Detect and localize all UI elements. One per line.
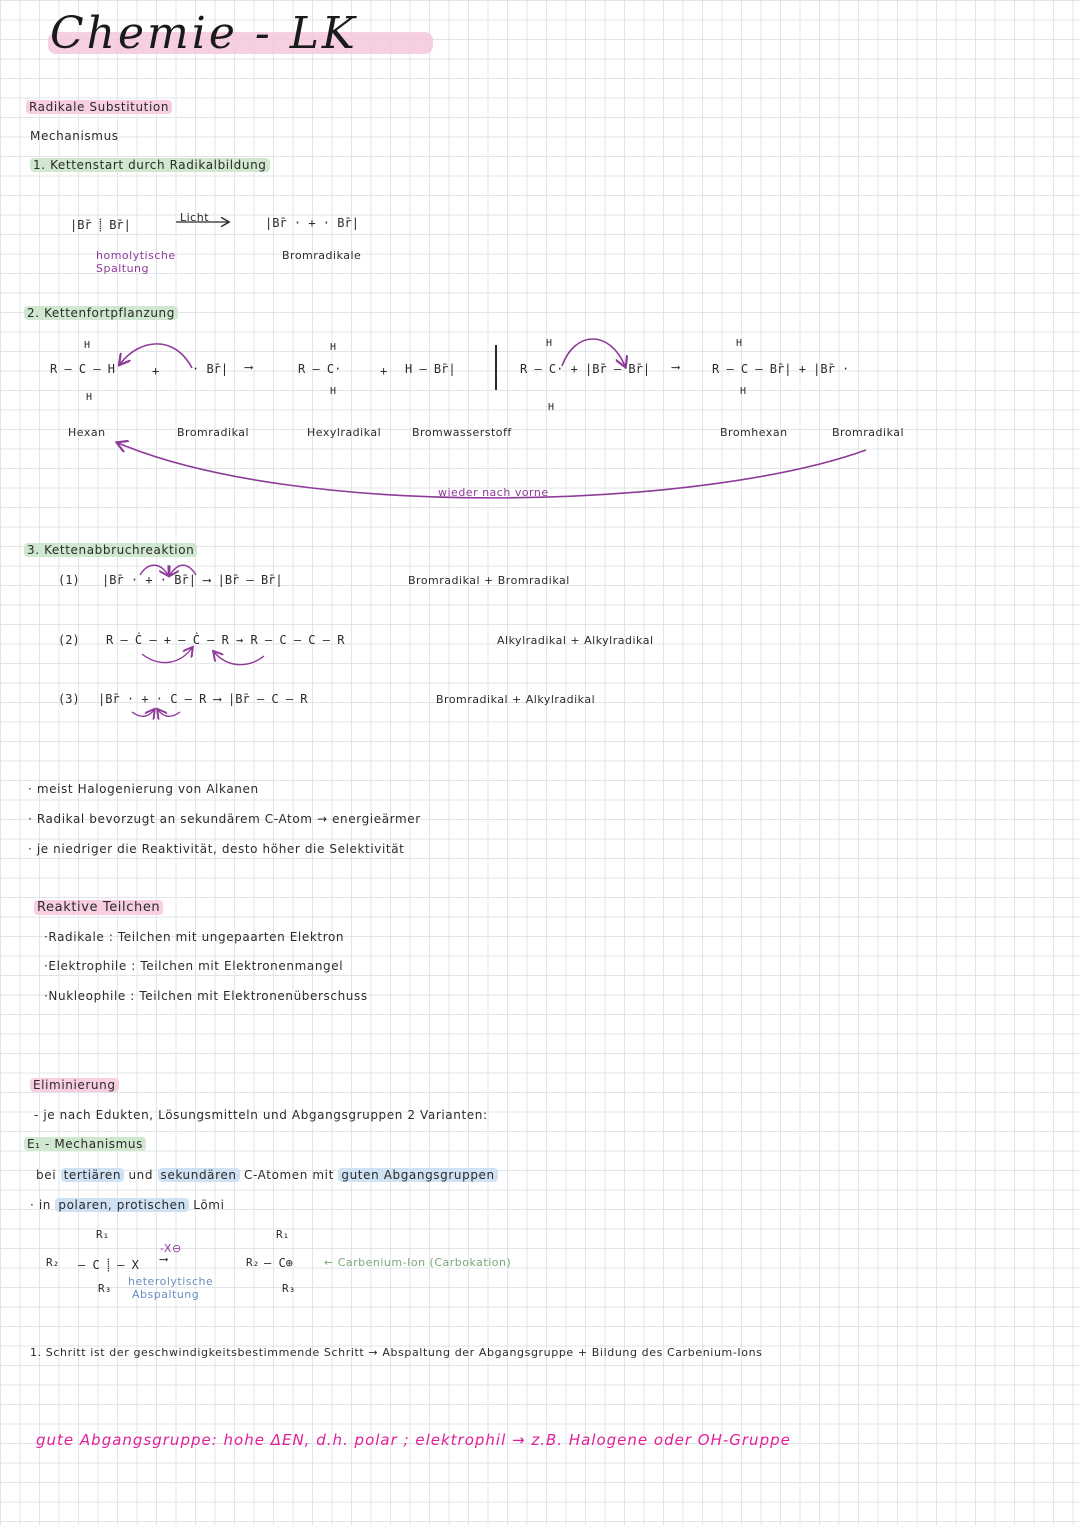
hexyl-h-bottom: H [330, 386, 337, 397]
hexyl2-h-bottom: H [548, 402, 555, 413]
step3-curve-6 [158, 710, 180, 716]
step3-label-3: Bromradikal + Alkylradikal [436, 693, 596, 706]
bromhexan-structure: R – C – Br̄| + |Br̄ · [712, 362, 850, 376]
spaltung-note: Spaltung [96, 262, 150, 275]
licht-label: Licht [180, 211, 210, 224]
step3-eq-2: R – Ċ – + – Ċ – R → R – C – C – R [106, 633, 345, 647]
reaktive-item-1: ·Radikale : Teilchen mit ungepaarten Elektron [44, 930, 345, 944]
step3-label-1: Bromradikal + Bromradikal [408, 574, 570, 587]
bullet-1: · meist Halogenierung von Alkanen [28, 782, 259, 796]
scheme-cation-note: ← Carbenium-Ion (Carbokation) [324, 1256, 512, 1269]
step1-heading: 1. Kettenstart durch Radikalbildung [30, 158, 270, 172]
homolytische-note: homolytische [96, 249, 176, 262]
label-bromradikal-1: Bromradikal [177, 426, 250, 439]
arrow-1: ⟶ [245, 360, 253, 374]
scheme-minus-x: -X⊖ [160, 1242, 182, 1255]
scheme-arrow: ⟶ [160, 1252, 168, 1266]
hexyl-h-top: H [330, 342, 337, 353]
e1-line-1: bei tertiären und sekundären C-Atomen mit guten Abgangsgruppen [36, 1168, 498, 1182]
plus-2: + [380, 364, 388, 378]
wieder-nach-vorne: wieder nach vorne [438, 486, 549, 499]
scheme-r3-right: R₃ [282, 1282, 296, 1295]
label-bromwasserstoff: Bromwasserstoff [412, 426, 512, 439]
bromradikale-label: Bromradikale [282, 249, 362, 262]
step3-heading: 3. Kettenabbruchreaktion [24, 543, 197, 557]
step3-num-1: (1) [58, 573, 80, 587]
step-text: 1. Schritt ist der geschwindigkeitsbestimmende Schritt → Abspaltung der Abgangsgruppe + Bildung des Carbenium-Ions [30, 1346, 763, 1359]
scheme-r2-right: R₂ [246, 1256, 260, 1269]
scheme-note-abspaltung: Abspaltung [132, 1288, 200, 1301]
page-title: Chemie - LK [50, 8, 358, 59]
step3-curve-1 [140, 565, 168, 575]
step3-eq-3: |Br̄ · + · C – R ⟶ |Br̄ – C – R [98, 692, 308, 706]
scheme-r1-left: R₁ [96, 1228, 110, 1241]
label-bromhexan: Bromhexan [720, 426, 788, 439]
step1-equation-left: |Br̄ ⸽ Br̄| [70, 218, 131, 232]
bromhexan-h-bottom: H [740, 386, 747, 397]
label-bromradikal-2: Bromradikal [832, 426, 905, 439]
hexan-structure: R – C – H [50, 362, 116, 376]
step3-num-3: (3) [58, 692, 80, 706]
e1-heading: E₁ - Mechanismus [24, 1137, 146, 1151]
hexan-h-top: H [84, 340, 91, 351]
e1-line-2: · in polaren, protischen Lömi [30, 1198, 225, 1212]
scheme-r1-right: R₁ [276, 1228, 290, 1241]
step3-curve-5 [132, 710, 154, 716]
step3-num-2: (2) [58, 633, 80, 647]
step3-curve-3 [142, 648, 192, 663]
hexan-h-bottom: H [86, 392, 93, 403]
step3-eq-1: |Br̄ · + · Br̄| ⟶ |Br̄ – Br̄| [102, 573, 283, 587]
wieder-curve [118, 443, 866, 498]
step3-curve-4 [214, 652, 264, 665]
hexyl2-h-top: H [546, 338, 553, 349]
reaktive-item-3: ·Nukleophile : Teilchen mit Elektronenüberschuss [44, 989, 368, 1003]
plus-1: + [152, 364, 160, 378]
bullet-2: · Radikal bevorzugt an sekundärem C-Atom → energieärmer [28, 812, 421, 826]
scheme-c-left: – C ⸽ – X [78, 1258, 139, 1272]
step3-label-2: Alkylradikal + Alkylradikal [497, 634, 654, 647]
section-heading-radikal: Radikale Substitution [26, 100, 172, 114]
eliminierung-intro: - je nach Edukten, Lösungsmitteln und Abgangsgruppen 2 Varianten: [34, 1108, 488, 1122]
hbr-structure: H – Br̄| [405, 362, 456, 376]
step2-heading: 2. Kettenfortpflanzung [24, 306, 178, 320]
hexyl-structure-2: R – C· + |Br̄ – Br̄| [520, 362, 651, 376]
reaktive-item-2: ·Elektrophile : Teilchen mit Elektronenmangel [44, 959, 344, 973]
hexyl-structure: R – C· [298, 362, 342, 376]
step3-curve-2 [170, 565, 196, 575]
scheme-r2-left: R₂ [46, 1256, 60, 1269]
step2-curve-2 [562, 339, 625, 366]
label-hexan: Hexan [68, 426, 106, 439]
br-radical-1: · Br̄| [192, 362, 229, 376]
label-hexylradikal: Hexylradikal [307, 426, 382, 439]
section-heading-reaktive: Reaktive Teilchen [34, 900, 163, 915]
step2-curve-1 [120, 344, 192, 368]
scheme-note-heterolytisch: heterolytische [128, 1275, 214, 1288]
step1-equation-right: |Br̄ · + · Br̄| [265, 216, 359, 230]
scheme-r3-left: R₃ [98, 1282, 112, 1295]
mechanismus-label: Mechanismus [30, 129, 119, 143]
scheme-c-right: – C⊕ [264, 1256, 293, 1270]
gute-abgangsgruppe: gute Abgangsgruppe: hohe ΔEN, d.h. polar ; elektrophil → z.B. Halogene oder OH-Gruppe [36, 1431, 791, 1449]
bullet-3: · je niedriger die Reaktivität, desto höher die Selektivität [28, 842, 405, 856]
section-heading-eliminierung: Eliminierung [30, 1078, 119, 1092]
bromhexan-h-top: H [736, 338, 743, 349]
arrow-2: ⟶ [672, 360, 680, 374]
